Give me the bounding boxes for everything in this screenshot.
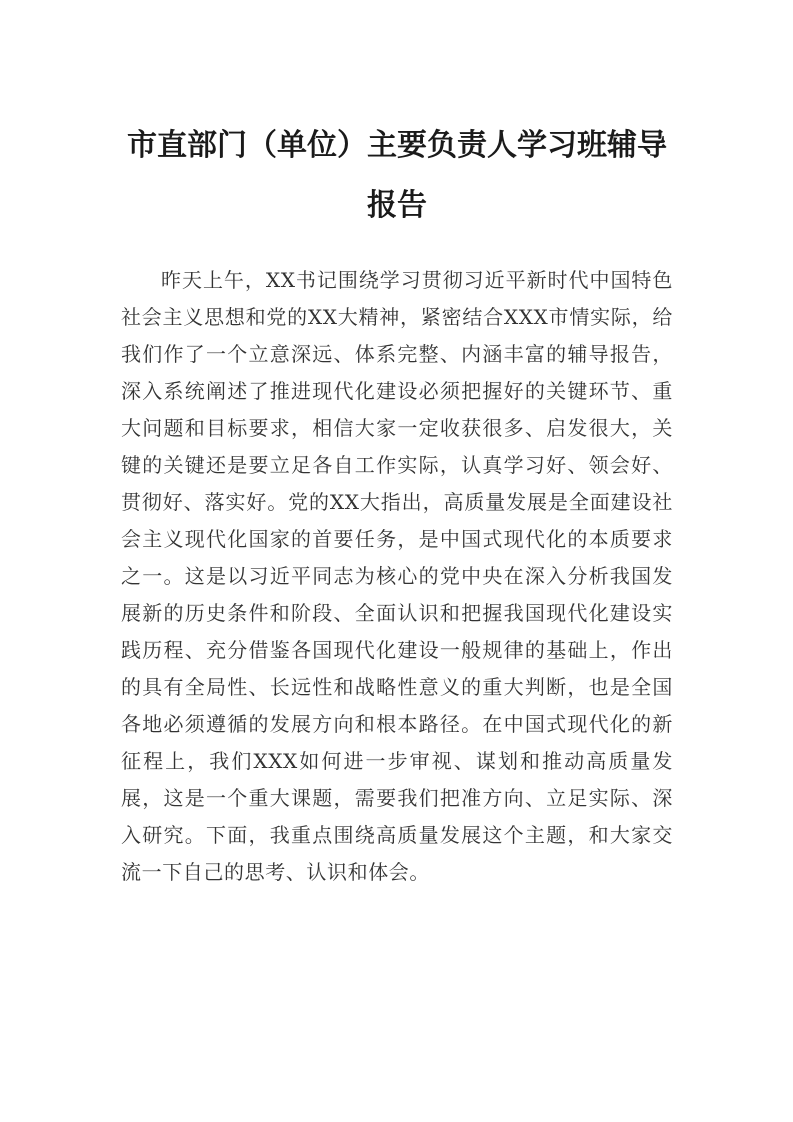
body-paragraph: 昨天上午，XX书记围绕学习贯彻习近平新时代中国特色社会主义思想和党的XX大精神，紧密结合XXX市情实际，给我们作了一个立意深远、体系完整、内涵丰富的辅导报告，深入系统阐述了推进现代化建设必须把握好的关键环节、重大问题和目标要求，相信大家一定收获很多、启发很大，关键的关键还是要立足各自工作实际，认真学习好、领会好、贯彻好、落实好。党的XX大指出，高质量发展是全面建设社会主义现代化国家的首要任务，是中国式现代化的本质要求之一。这是以习近平同志为核心的党中央在深入分析我国发展新的历史条件和阶段、全面认识和把握我国现代化建设实践历程、充分借鉴各国现代化建设一般规律的基础上，作出的具有全局性、长远性和战略性意义的重大判断，也是全国各地必须遵循的发展方向和根本路径。在中国式现代化的新征程上，我们XXX如何进一步审视、谋划和推动高质量发展，这是一个重大课题，需要我们把准方向、立足实际、深入研究。下面，我重点围绕高质量发展这个主题，和大家交流一下自己的思考、认识和体会。 bbox=[121, 268, 673, 884]
document-title: 市直部门（单位）主要负责人学习班辅导报告 bbox=[127, 128, 667, 223]
